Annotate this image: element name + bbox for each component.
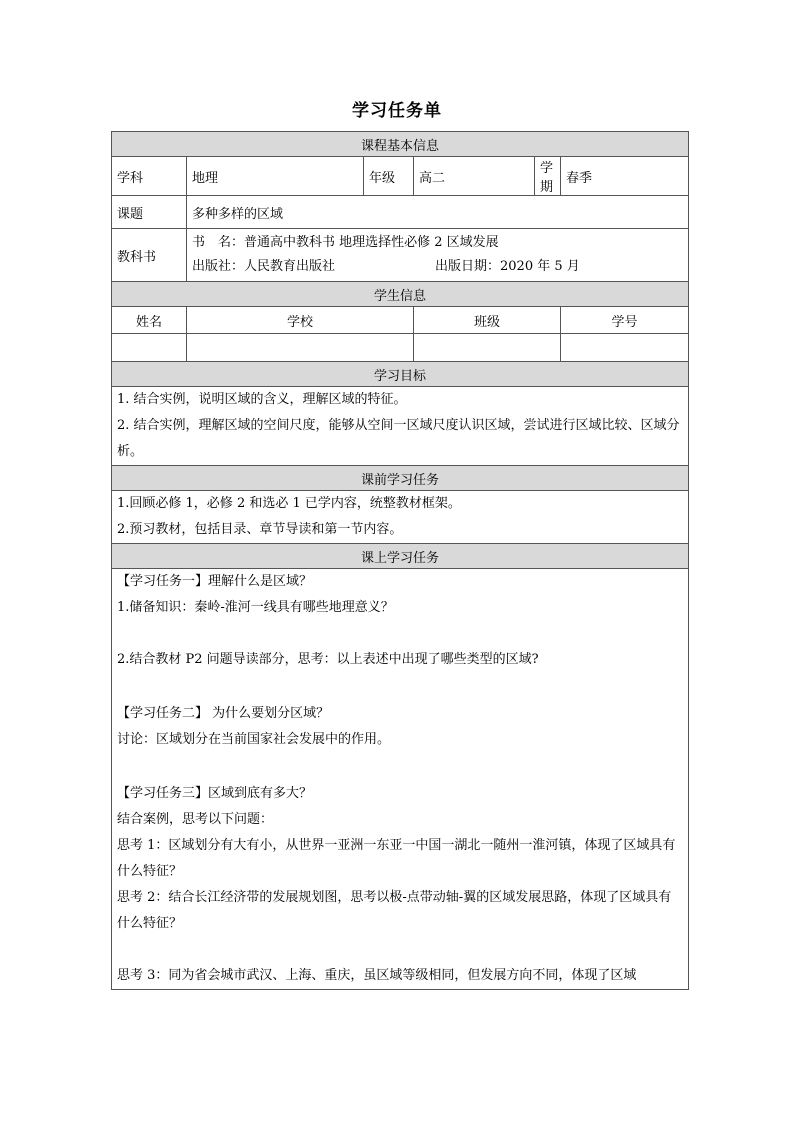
- pre-class-header: 课前学习任务: [112, 466, 689, 491]
- class-field[interactable]: [414, 334, 561, 362]
- objective-item: 1. 结合实例，说明区域的含义，理解区域的特征。: [117, 392, 407, 407]
- objectives-header: 学习目标: [112, 362, 689, 387]
- answer-space[interactable]: [117, 937, 683, 963]
- publisher-line: [192, 255, 683, 279]
- answer-space[interactable]: [117, 621, 683, 647]
- in-class-body: [112, 569, 689, 990]
- student-id-field[interactable]: [561, 334, 689, 362]
- publisher: 出版社：人民教育出版社: [192, 259, 336, 274]
- task3-title: 【学习任务三】区域到底有多大？: [117, 786, 313, 801]
- page-title: 学习任务单: [352, 101, 442, 121]
- task3-intro: 结合案例，思考以下问题：: [117, 812, 274, 827]
- think-question-3: 思考 3：同为省会城市武汉、上海、重庆，虽区域等级相同，但发展方向不同，体现了区域: [117, 968, 637, 983]
- objective-item: 2. 结合实例，理解区域的空间尺度，能够从空间一区域尺度认识区域，尝试进行区域比较、区域分析。: [117, 418, 680, 459]
- col-name: 姓名: [112, 307, 187, 334]
- objectives-body: [112, 387, 689, 466]
- task1-question-1: 1.储备知识：秦岭-淮河一线具有哪些地理意义？: [117, 600, 394, 615]
- textbook-label: 教科书: [112, 229, 187, 282]
- name-field[interactable]: [112, 334, 187, 362]
- term-label: 学期: [535, 157, 561, 196]
- col-student-id: 学号: [561, 307, 689, 334]
- pre-class-body: [112, 491, 689, 544]
- textbook-details: [187, 229, 689, 282]
- topic-value: 多种多样的区域: [187, 196, 689, 229]
- subject-value: 地理: [187, 157, 364, 196]
- subject-label: 学科: [112, 157, 187, 196]
- pre-class-item: 1.回顾必修 1，必修 2 和选必 1 已学内容，统整教材框架。: [117, 496, 461, 511]
- col-school: 学校: [187, 307, 414, 334]
- think-question-1: 思考 1：区域划分有大有小，从世界一亚洲一东亚一中国一湖北一随州一淮河镇，体现了区域具有什么特征？: [117, 838, 676, 879]
- in-class-header: 课上学习任务: [112, 544, 689, 569]
- topic-label: 课题: [112, 196, 187, 229]
- publish-date: 出版日期：2020 年 5 月: [435, 259, 580, 274]
- pre-class-item: 2.预习教材，包括目录、章节导读和第一节内容。: [117, 522, 403, 537]
- task1-title: 【学习任务一】理解什么是区域？: [117, 574, 313, 589]
- answer-space[interactable]: [117, 673, 683, 701]
- student-info-header: 学生信息: [112, 282, 689, 307]
- grade-label: 年级: [364, 157, 414, 196]
- grade-value: 高二: [414, 157, 535, 196]
- task1-question-2: 2.结合教材 P2 问题导读部分，思考：以上表述中出现了哪些类型的区域?: [117, 652, 539, 667]
- task2-discussion: 讨论：区域划分在当前国家社会发展中的作用。: [117, 732, 391, 747]
- school-field[interactable]: [187, 334, 414, 362]
- col-class: 班级: [414, 307, 561, 334]
- task-sheet-table: [111, 131, 689, 990]
- course-info-header: 课程基本信息: [112, 132, 689, 157]
- task2-title: 【学习任务二】 为什么要划分区域？: [117, 706, 330, 721]
- term-value: 春季: [561, 157, 689, 196]
- book-name: 书 名：普通高中教科书 地理选择性必修 2 区域发展: [192, 235, 499, 250]
- think-question-2: 思考 2：结合长江经济带的发展规划图，思考以极-点带动轴-翼的区域发展思路，体现了区域具有什么特征？: [117, 890, 672, 931]
- answer-space[interactable]: [117, 753, 683, 781]
